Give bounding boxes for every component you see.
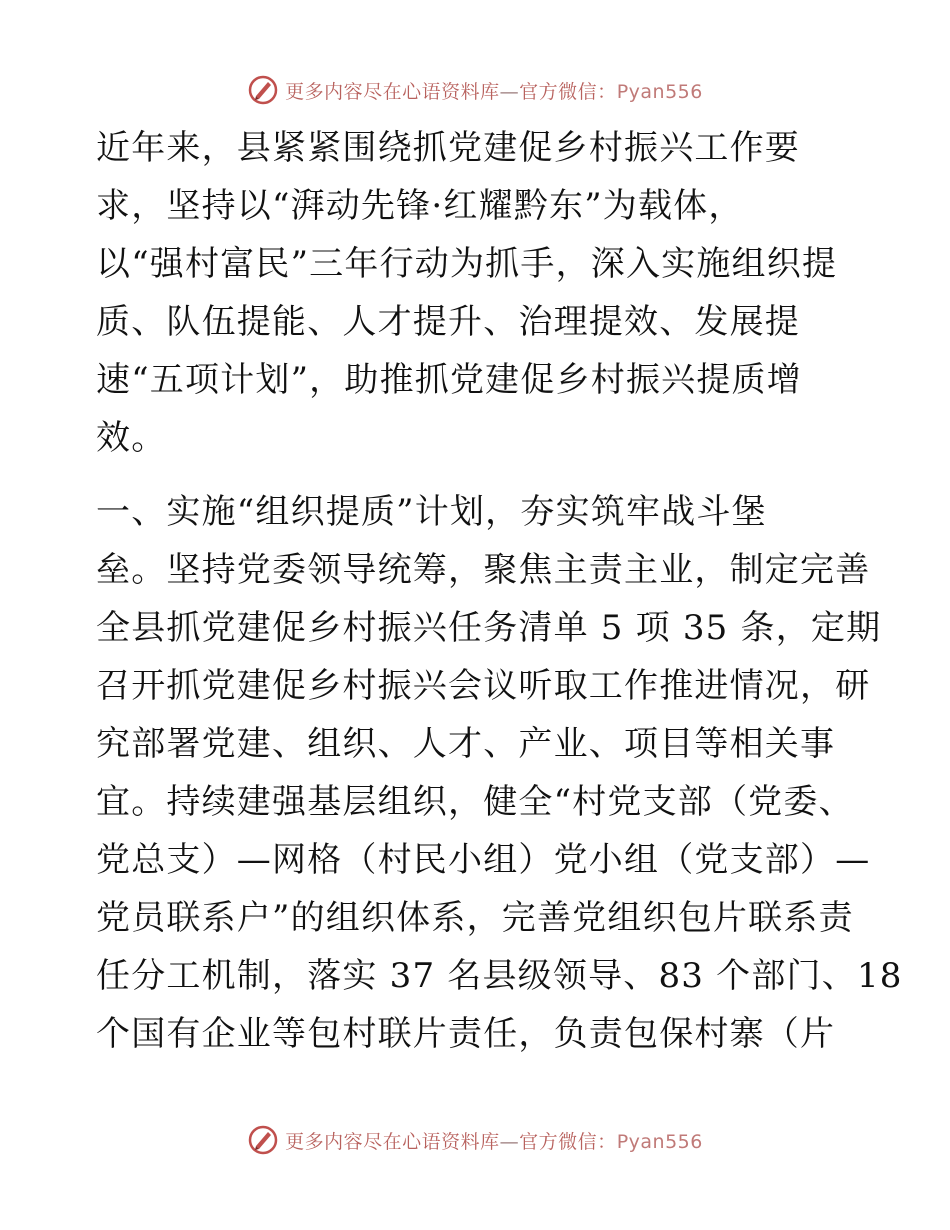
text-line: 全县抓党建促乡村振兴任务清单 5 项 35 条，定期 bbox=[96, 608, 882, 648]
text-line: 究部署党建、组织、人才、产业、项目等相关事 bbox=[96, 724, 836, 764]
watermark-footer bbox=[0, 1120, 950, 1160]
text-line: 宜。持续建强基层组织，健全“村党支部（党委、 bbox=[96, 782, 854, 822]
paragraph-intro bbox=[96, 119, 856, 467]
watermark-header bbox=[0, 70, 950, 110]
watermark-text: 更多内容尽在心语资料库—官方微信：Pyan556 bbox=[285, 1130, 703, 1153]
text-line: 任分工机制，落实 37 名县级领导、83 个部门、18 bbox=[96, 956, 903, 996]
text-line: 召开抓党建促乡村振兴会议听取工作推进情况，研 bbox=[96, 666, 871, 706]
text-line: 效。 bbox=[96, 418, 167, 458]
watermark-text: 更多内容尽在心语资料库—官方微信：Pyan556 bbox=[285, 80, 703, 103]
text-line: 垒。坚持党委领导统筹，聚焦主责主业，制定完善 bbox=[96, 550, 871, 590]
text-line: 以“强村富民”三年行动为抓手，深入实施组织提 bbox=[96, 244, 838, 284]
paragraph-gap bbox=[96, 467, 856, 483]
text-line: 速“五项计划”，助推抓党建促乡村振兴提质增 bbox=[96, 360, 802, 400]
text-line: 党员联系户”的组织体系，完善党组织包片联系责 bbox=[96, 898, 854, 938]
pen-circle-logo-icon bbox=[247, 74, 279, 106]
text-line: 个国有企业等包村联片责任，负责包保村寨（片 bbox=[96, 1014, 836, 1054]
text-line: 党总支）—网格（村民小组）党小组（党支部）— bbox=[96, 840, 871, 880]
pen-circle-logo-icon bbox=[247, 1124, 279, 1156]
paragraph-section-one bbox=[96, 483, 903, 1063]
document-body bbox=[96, 119, 903, 1063]
section-heading-line: 一、实施“组织提质”计划，夯实筑牢战斗堡 bbox=[96, 492, 767, 532]
text-line: 近年来，县紧紧围绕抓党建促乡村振兴工作要 bbox=[96, 128, 800, 168]
text-line: 求，坚持以“湃动先锋·红耀黔东”为载体， bbox=[96, 186, 744, 226]
text-line: 质、队伍提能、人才提升、治理提效、发展提 bbox=[96, 302, 800, 342]
